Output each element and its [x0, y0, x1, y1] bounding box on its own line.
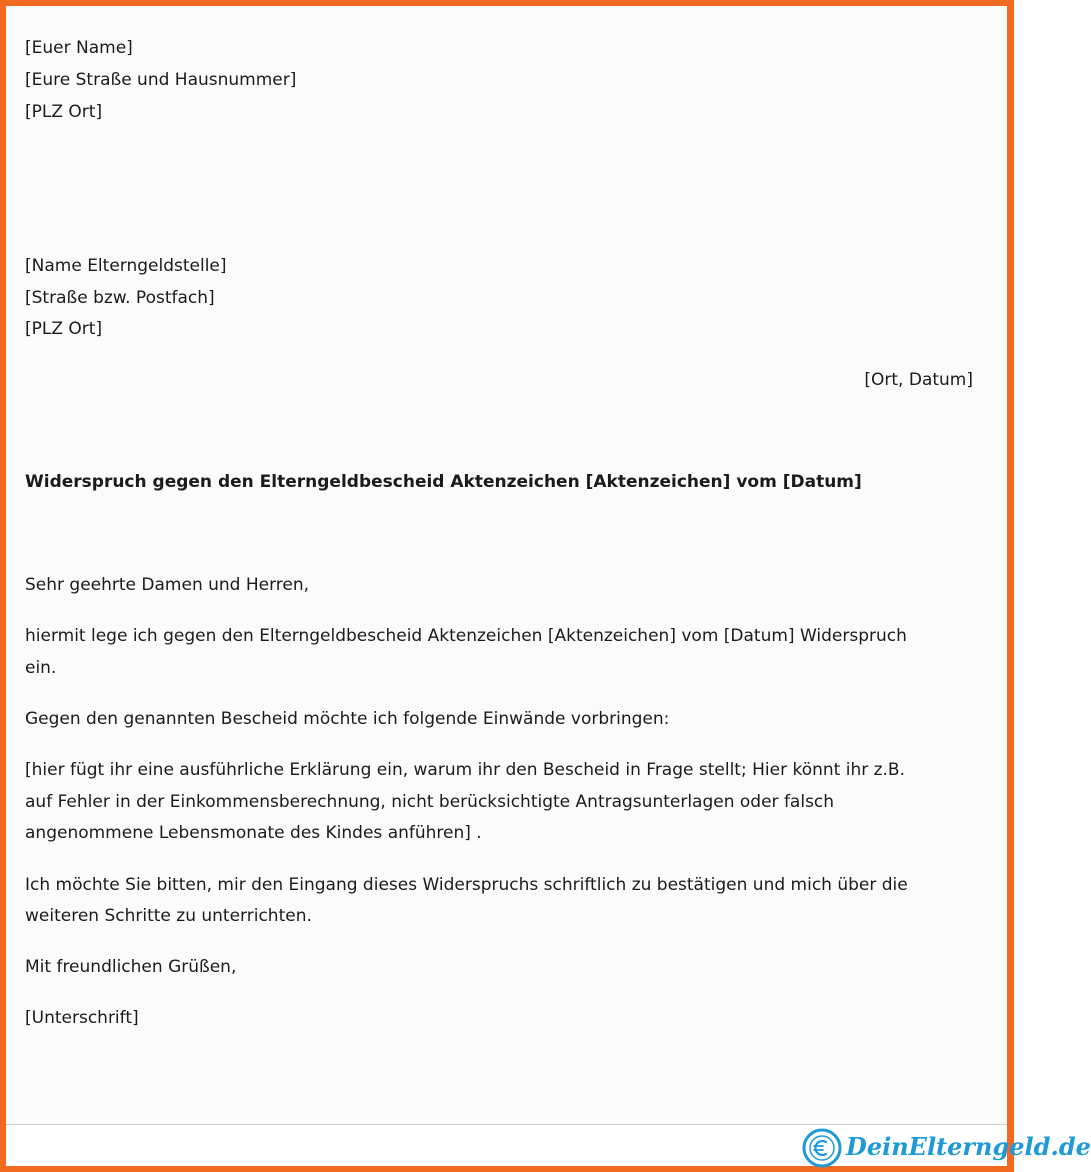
page-bottom-rule	[6, 1124, 1007, 1125]
recipient-city: [PLZ Ort]	[25, 319, 103, 339]
euro-coin-icon	[802, 1128, 842, 1168]
watermark-text: DeinElterngeld.de	[846, 1132, 1091, 1161]
paragraph-2: Gegen den genannten Bescheid möchte ich folgende Einwände vorbringen:	[25, 709, 670, 729]
paragraph-4-line-1: Ich möchte Sie bitten, mir den Eingang dieses Widerspruchs schriftlich zu bestätigen und mich über die	[25, 875, 908, 895]
paragraph-3-line-3: angenommene Lebensmonate des Kindes anführen] .	[25, 823, 482, 843]
paragraph-4-line-2: weiteren Schritte zu unterrichten.	[25, 906, 312, 926]
letter-page	[6, 6, 1007, 1124]
salutation: Sehr geehrte Damen und Herren,	[25, 575, 310, 595]
paragraph-3-line-2: auf Fehler in der Einkommensberechnung, nicht berücksichtigte Antragsunterlagen oder falsch	[25, 792, 835, 812]
date-line: [Ort, Datum]	[864, 370, 973, 390]
paragraph-3-line-1: [hier fügt ihr eine ausführliche Erklärung ein, warum ihr den Bescheid in Frage stellt; Hier könnt ihr z.B.	[25, 760, 905, 780]
signature-placeholder: [Unterschrift]	[25, 1008, 139, 1028]
watermark-logo	[800, 1128, 1091, 1168]
sender-name: [Euer Name]	[25, 38, 133, 58]
recipient-street: [Straße bzw. Postfach]	[25, 288, 215, 308]
recipient-name: [Name Elterngeldstelle]	[25, 256, 227, 276]
subject-line: Widerspruch gegen den Elterngeldbescheid Aktenzeichen [Aktenzeichen] vom [Datum]	[25, 472, 862, 492]
paragraph-1-line-1: hiermit lege ich gegen den Elterngeldbescheid Aktenzeichen [Aktenzeichen] vom [Datum] Widerspruch	[25, 626, 907, 646]
sender-city: [PLZ Ort]	[25, 102, 103, 122]
sender-street: [Eure Straße und Hausnummer]	[25, 70, 297, 90]
closing: Mit freundlichen Grüßen,	[25, 957, 237, 977]
paragraph-1-line-2: ein.	[25, 658, 57, 678]
